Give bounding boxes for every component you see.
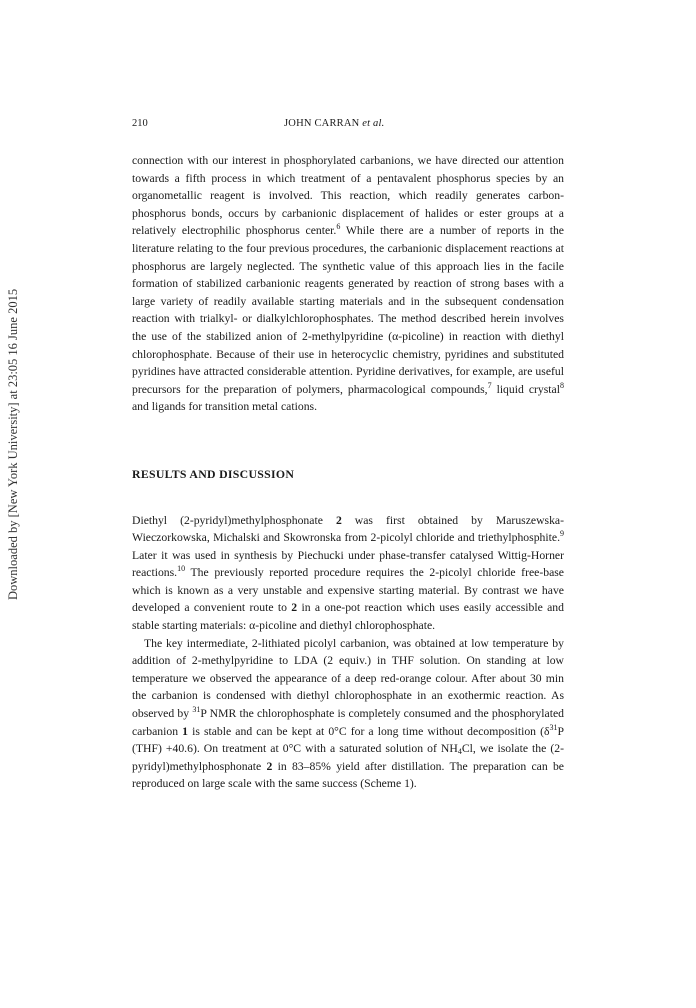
paragraph-procedure — [132, 635, 564, 793]
citation-ref: 7 — [487, 380, 492, 390]
compound-number: 2 — [335, 513, 342, 527]
citation-ref: 8 — [559, 380, 564, 390]
text-run: While there are a number of reports in the literature relating to the four previous procedures, the carbanionic displacement reactions at phosphorus are largely neglected. The synthetic value of this approach lies in the facile formation of stabilized carbanionic reagents generated by reaction of strong bases with a large variety of readily available starting materials and in the subsequent condensation reaction with trialkyl- or dialkylchlorophosphates. The method described herein involves the use of the stabilized anion of 2-methylpyridine (α-picoline) in reaction with diethyl chlorophosphate. Because of their use in heterocyclic chemistry, pyridines and substituted pyridines have attracted considerable attention. Pyridine derivatives, for example, are useful precursors for the preparation of polymers, pharmacological compounds, — [132, 224, 564, 396]
running-head — [284, 118, 384, 129]
running-head-etal: et al. — [362, 118, 385, 129]
text-run: Later it was used in synthesis by Piechucki under phase-transfer catalysed Wittig-Horner reactions. — [132, 548, 564, 580]
running-head-author: JOHN CARRAN — [284, 118, 360, 129]
text-run: The key intermediate, 2-lithiated picolyl carbanion, was obtained at low temperature by addition of 2-methylpyridine to LDA (2 equiv.) in THF solution. On standing at low temperature we observed the appearance of a deep red-orange colour. After about 30 min the carbanion is condensed with diethyl chlorophosphate in an exothermic reaction. As observed by — [132, 636, 564, 721]
text-run: in a one-pot reaction which uses easily accessible and stable starting materials: α-picoline and diethyl chlorophosphate. — [132, 601, 564, 633]
compound-number: 2 — [266, 759, 273, 773]
formula-subscript: 4 — [457, 747, 462, 757]
text-run: P (THF) +40.6). On treatment at 0°C with a saturated solution of NH — [132, 724, 564, 756]
isotope-superscript: 31 — [192, 705, 201, 715]
text-run: Diethyl (2-pyridyl)methylphosphonate — [132, 513, 336, 527]
text-run: in 83–85% yield after distillation. The preparation can be reproduced on large scale with the same success (Scheme 1). — [132, 759, 564, 791]
download-watermark: Downloaded by [New York University] at 23:05 16 June 2015 — [6, 288, 20, 600]
text-run: was first obtained by Maruszewska-Wieczorkowska, Michalski and Skowronska from 2-picolyl chloride and triethylphosphite. — [132, 513, 565, 545]
text-run: and ligands for transition metal cations. — [132, 400, 318, 414]
text-run: P NMR the chlorophosphate is completely consumed and the phosphorylated carbanion — [132, 707, 564, 738]
text-run: Cl, we isolate the (2-pyridyl)methylphosphonate — [132, 742, 564, 773]
compound-number: 2 — [291, 601, 298, 615]
text-run: connection with our interest in phosphorylated carbanions, we have directed our attention towards a fifth process in which treatment of a pentavalent phosphorus species by an organometallic reagent is involved. This reaction, which readily generates carbon-phosphorus bonds, occurs by carbanionic displacement of halides or ester groups at a relatively electrophilic phosphorus center. — [132, 154, 564, 238]
text-run: The previously reported procedure requires the 2-picolyl chloride free-base which is known as a very unstable and expensive starting material. By contrast we have developed a convenient route to — [132, 566, 564, 615]
text-run: liquid crystal — [491, 382, 560, 396]
isotope-superscript: 31 — [549, 722, 558, 732]
citation-ref: 10 — [177, 564, 186, 574]
section-heading: RESULTS AND DISCUSSION — [132, 466, 295, 481]
compound-number: 1 — [182, 724, 188, 738]
page-number: 210 — [132, 118, 148, 129]
paragraph-intro — [132, 152, 564, 416]
text-run: is stable and can be kept at 0°C for a long time without decomposition (δ — [188, 724, 550, 738]
paragraph-results — [132, 512, 564, 635]
citation-ref: 9 — [560, 529, 564, 539]
article-body — [132, 152, 564, 793]
citation-ref: 6 — [336, 222, 341, 232]
